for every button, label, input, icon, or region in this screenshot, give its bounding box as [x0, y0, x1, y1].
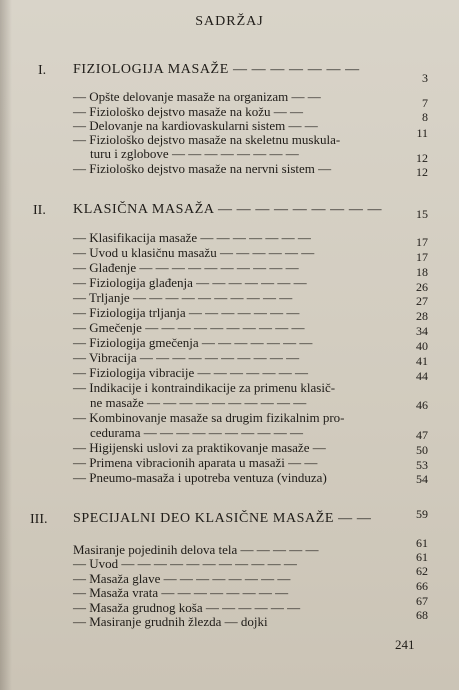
toc-entry: — Vibracija — — — — — — — — — —: [73, 350, 300, 365]
chapter-1-number: I.: [38, 63, 47, 78]
toc-entry: — Fiziološko dejstvo masaže na skeletnu muskula-: [73, 132, 341, 147]
toc-entry: — Opšte delovanje masaže na organizam — —: [73, 89, 321, 104]
chapter-2-number: II.: [33, 203, 46, 218]
toc-entry-page: 62: [416, 564, 428, 578]
chapter-1-page: 3: [422, 71, 428, 85]
toc-entry: — Fiziologija glađenja — — — — — — —: [73, 275, 307, 290]
toc-entry-page: 12: [416, 151, 428, 165]
toc-entry-page: 18: [416, 265, 428, 279]
toc-entry: Masiranje pojedinih delova tela — — — — —: [73, 542, 319, 557]
toc-entry: — Uvod — — — — — — — — — — —: [73, 556, 297, 571]
chapter-3-page: 59: [416, 507, 428, 521]
toc-entry-page: 40: [416, 339, 428, 353]
toc-entry-page: 17: [416, 235, 428, 249]
chapter-2-title: KLASIČNA MASAŽA — — — — — — — — —: [73, 202, 383, 217]
toc-entry: — Uvod u klasičnu masažu — — — — — —: [73, 245, 315, 260]
toc-entry-page: 17: [416, 250, 428, 264]
toc-entry: — Trljanje — — — — — — — — — —: [73, 290, 293, 305]
toc-entry: — Masaža vrata — — — — — — — —: [73, 585, 289, 600]
toc-entry: — Higijenski uslovi za praktikovanje masaže —: [73, 440, 326, 455]
toc-entry: — Masaža glave — — — — — — — —: [73, 571, 291, 586]
toc-entry-page: 27: [416, 294, 428, 308]
toc-entry: cedurama — — — — — — — — — —: [90, 425, 304, 440]
page-edge-shadow: [0, 0, 12, 690]
toc-entry: — Masaža grudnog koša — — — — — —: [73, 600, 301, 615]
toc-entry: — Klasifikacija masaže — — — — — — —: [73, 230, 311, 245]
toc-entry: — Masiranje grudnih žlezda — dojki: [73, 614, 268, 629]
toc-entry-page: 7: [422, 96, 428, 110]
chapter-3-title: SPECIJALNI DEO KLASIČNE MASAŽE — —: [73, 511, 372, 526]
toc-entry: — Fiziološko dejstvo masaže na nervni sistem —: [73, 161, 332, 176]
toc-entry: — Gmečenje — — — — — — — — — —: [73, 320, 305, 335]
toc-entry-page: 53: [416, 458, 428, 472]
toc-entry: — Glađenje — — — — — — — — — —: [73, 260, 299, 275]
toc-entry-page: 67: [416, 594, 428, 608]
toc-entry-page: 11: [416, 126, 428, 140]
toc-entry: — Fiziologija trljanja — — — — — — —: [73, 305, 300, 320]
toc-entry-page: 34: [416, 324, 428, 338]
folio-page-number: 241: [395, 637, 415, 652]
toc-entry-page: 47: [416, 428, 428, 442]
toc-entry-page: 28: [416, 309, 428, 323]
toc-entry: — Kombinovanje masaže sa drugim fizikalnim pro-: [73, 410, 345, 425]
toc-entry-page: 66: [416, 579, 428, 593]
toc-entry: — Indikacije i kontraindikacije za primenu klasič-: [73, 380, 336, 395]
toc-entry: — Primena vibracionih aparata u masaži — —: [73, 455, 318, 470]
toc-entry-page: 12: [416, 165, 428, 179]
toc-entry: turu i zglobove — — — — — — — —: [90, 146, 299, 161]
toc-entry-page: 68: [416, 608, 428, 622]
toc-entry: — Fiziologija vibracije — — — — — — —: [73, 365, 309, 380]
chapter-2-page: 15: [416, 207, 428, 221]
toc-entry-page: 44: [416, 369, 428, 383]
page-title: SADRŽAJ: [195, 14, 264, 29]
toc-entry: — Fiziologija gmečenja — — — — — — —: [73, 335, 313, 350]
toc-entry-page: 61: [416, 550, 428, 564]
toc-entry: — Fiziološko dejstvo masaže na kožu — —: [73, 104, 303, 119]
chapter-3-number: III.: [30, 512, 48, 527]
toc-entry: ne masaže — — — — — — — — — —: [90, 395, 307, 410]
toc-entry-page: 26: [416, 280, 428, 294]
toc-entry-page: 41: [416, 354, 428, 368]
toc-entry-page: 50: [416, 443, 428, 457]
toc-entry-page: 61: [416, 536, 428, 550]
toc-entry: — Delovanje na kardiovaskularni sistem — —: [73, 118, 318, 133]
toc-entry-page: 54: [416, 472, 428, 486]
chapter-1-title: FIZIOLOGIJA MASAŽE — — — — — — —: [73, 62, 360, 77]
toc-entry: — Pneumo-masaža i upotreba ventuza (vinduza): [73, 470, 327, 485]
toc-entry-page: 8: [422, 110, 428, 124]
toc-entry-page: 46: [416, 398, 428, 412]
